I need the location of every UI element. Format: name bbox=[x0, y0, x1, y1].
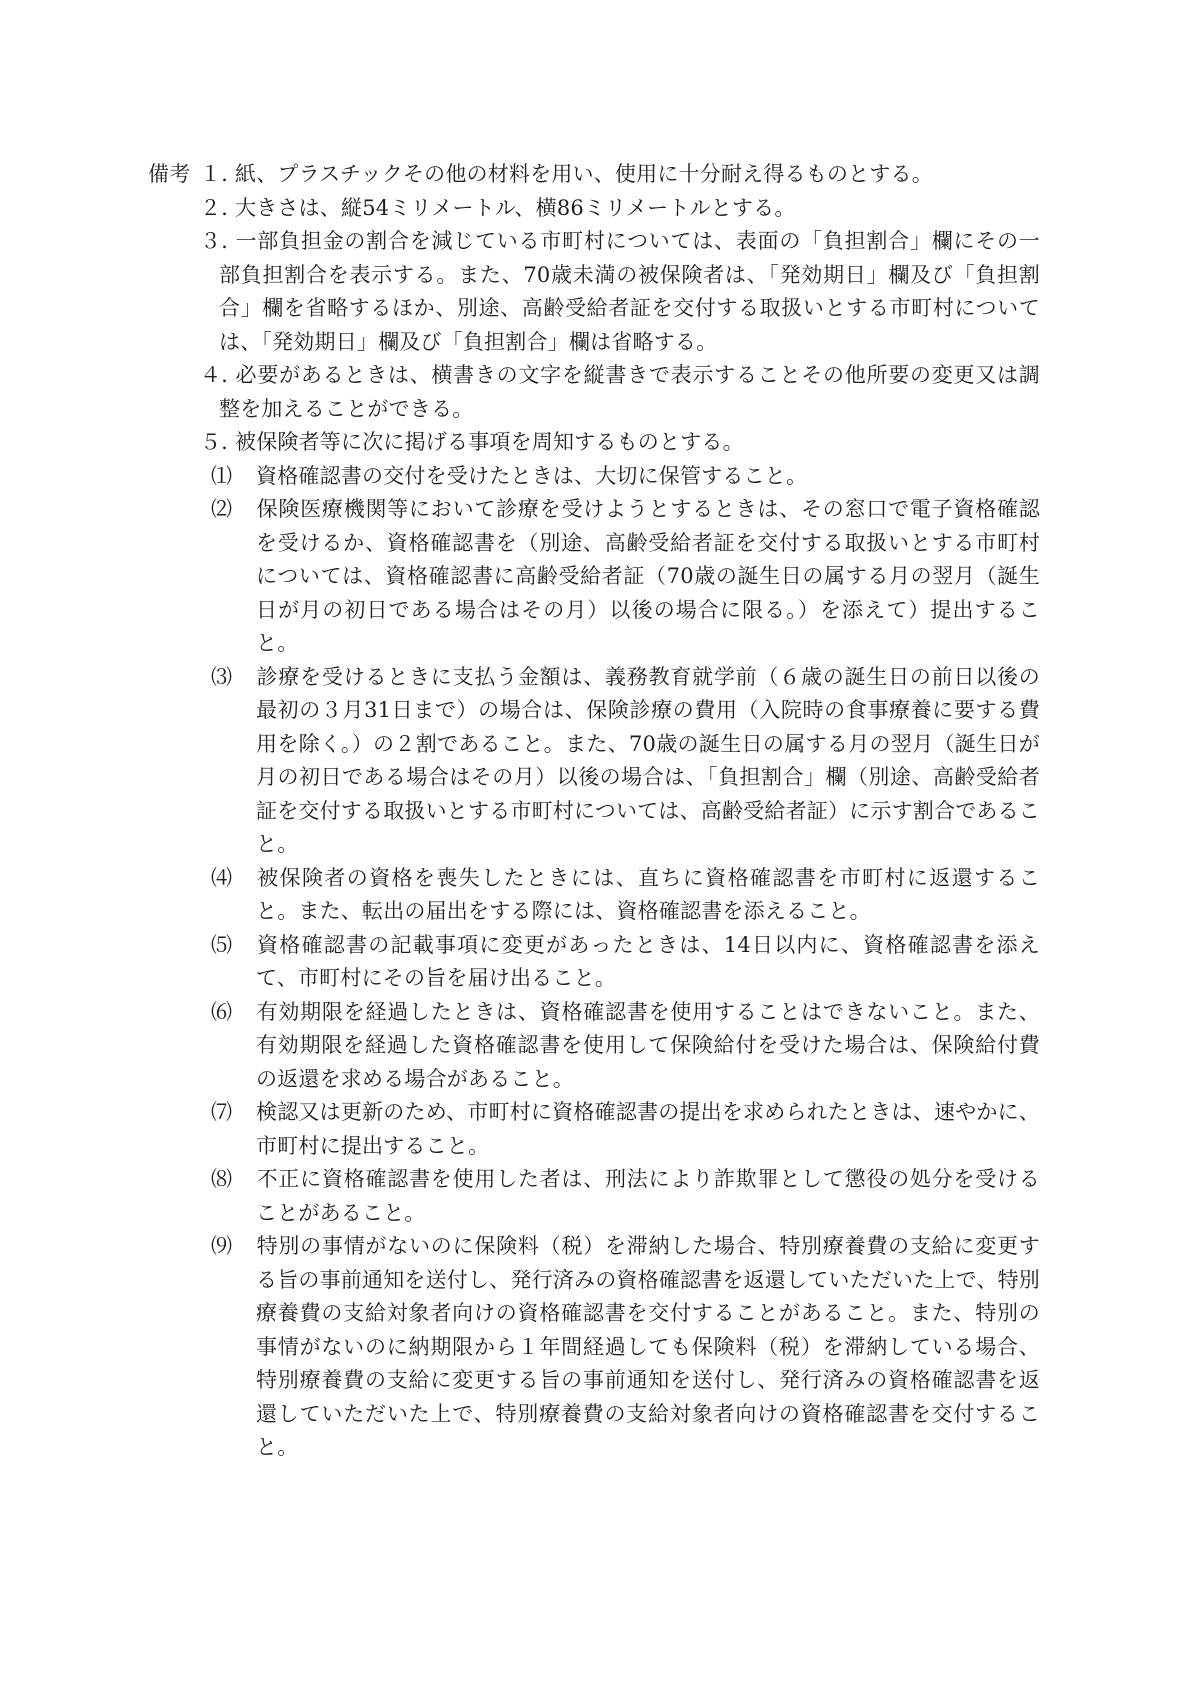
subitem-number: ⑵ bbox=[211, 497, 233, 521]
subitem bbox=[200, 862, 1040, 929]
subitem-text: 特別の事情がないのに保険料（税）を滞納した場合、特別療養費の支給に変更する旨の事前通知を送付し、発行済みの資格確認書を返還していただいた上で、特別療養費の支給対象者向けの資格確認書を交付することがあること。また、特別の事情がないのに納期限から１年間経過しても保険料（税）を滞納している場合、特別療養費の支給に変更する旨の事前通知を送付し、発行済みの資格確認書を返還していただいた上で、特別療養費の支給対象者向けの資格確認書を交付すること。 bbox=[256, 1234, 1040, 1459]
item-number: ４． bbox=[200, 363, 243, 387]
subitem-text: 不正に資格確認書を使用した者は、刑法により詐欺罪として懲役の処分を受けることがあること。 bbox=[256, 1167, 1040, 1225]
remark-item bbox=[200, 225, 1040, 359]
subitem-number: ⑷ bbox=[211, 865, 233, 890]
remark-item bbox=[200, 158, 1040, 192]
subitem bbox=[200, 996, 1040, 1097]
item-number: ３． bbox=[200, 229, 243, 253]
subitem-number: ⑺ bbox=[211, 1100, 233, 1124]
remarks-list bbox=[200, 158, 1040, 1465]
subitem bbox=[200, 661, 1040, 862]
remark-item bbox=[200, 192, 1040, 226]
subitem bbox=[200, 929, 1040, 996]
item-text: 一部負担金の割合を減じている市町村については、表面の「負担割合」欄にその一部負担割合を表示する。また、70歳未満の被保険者は、「発効期日」欄及び「負担割合」欄を省略するほか、別途、高齢受給者証を交付する取扱いとする市町村については、「発効期日」欄及び「負担割合」欄は省略する。 bbox=[219, 229, 1040, 354]
subitem bbox=[200, 1163, 1040, 1230]
subitem-text: 被保険者の資格を喪失したときには、直ちに資格確認書を市町村に返還すること。また、転出の届出をする際には、資格確認書を添えること。 bbox=[256, 865, 1040, 923]
subitem bbox=[200, 1230, 1040, 1465]
item-number: １． bbox=[200, 162, 243, 186]
subitem-number: ⑼ bbox=[211, 1234, 233, 1258]
remark-item bbox=[200, 359, 1040, 426]
item-text: 必要があるときは、横書きの文字を縦書きで表示することその他所要の変更又は調整を加えることができる。 bbox=[219, 363, 1040, 421]
item-text: 大きさは、縦54ミリメートル、横86ミリメートルとする。 bbox=[235, 195, 796, 220]
subitem-text: 検認又は更新のため、市町村に資格確認書の提出を求められたときは、速やかに、市町村に提出すること。 bbox=[256, 1100, 1040, 1158]
subitem-text: 保険医療機関等において診療を受けようとするときは、その窓口で電子資格確認を受けるか、資格確認書を（別途、高齢受給者証を交付する取扱いとする市町村については、資格確認書に高齢受給者証（70歳の誕生日の属する月の翌月（誕生日が月の初日である場合はその月）以後の場合に限る。）を添えて）提出すること。 bbox=[256, 497, 1040, 655]
subitem-number: ⑶ bbox=[211, 664, 233, 689]
item-text: 被保険者等に次に掲げる事項を周知するものとする。 bbox=[235, 430, 744, 454]
subitem bbox=[200, 1096, 1040, 1163]
subitem bbox=[200, 460, 1040, 494]
item-number: ２． bbox=[200, 195, 243, 220]
subitem bbox=[200, 493, 1040, 661]
remarks-label: 備考 bbox=[148, 162, 191, 186]
subitem-text: 資格確認書の交付を受けたときは、大切に保管すること。 bbox=[256, 463, 808, 488]
item-number: ５． bbox=[200, 430, 243, 454]
subitem-text: 診療を受けるときに支払う金額は、義務教育就学前（６歳の誕生日の前日以後の最初の３月31日まで）の場合は、保険診療の費用（入院時の食事療養に要する費用を除く。）の２割であること。また、70歳の誕生日の属する月の翌月（誕生日が月の初日である場合はその月）以後の場合は、「負担割合」欄（別途、高齢受給者証を交付する取扱いとする市町村については、高齢受給者証）に示す割合であること。 bbox=[256, 664, 1040, 856]
subitem-text: 有効期限を経過したときは、資格確認書を使用することはできないこと。また、有効期限を経過した資格確認書を使用して保険給付を受けた場合は、保険給付費の返還を求める場合があること。 bbox=[256, 999, 1040, 1091]
subitem-text: 資格確認書の記載事項に変更があったときは、14日以内に、資格確認書を添えて、市町村にその旨を届け出ること。 bbox=[256, 932, 1040, 990]
subitem-number: ⑻ bbox=[211, 1167, 233, 1191]
item-text: 紙、プラスチックその他の材料を用い、使用に十分耐え得るものとする。 bbox=[235, 162, 933, 186]
subitem-number: ⑴ bbox=[211, 463, 233, 488]
subitem-number: ⑹ bbox=[211, 999, 233, 1024]
remark-item bbox=[200, 426, 1040, 460]
subitem-number: ⑸ bbox=[211, 932, 233, 957]
